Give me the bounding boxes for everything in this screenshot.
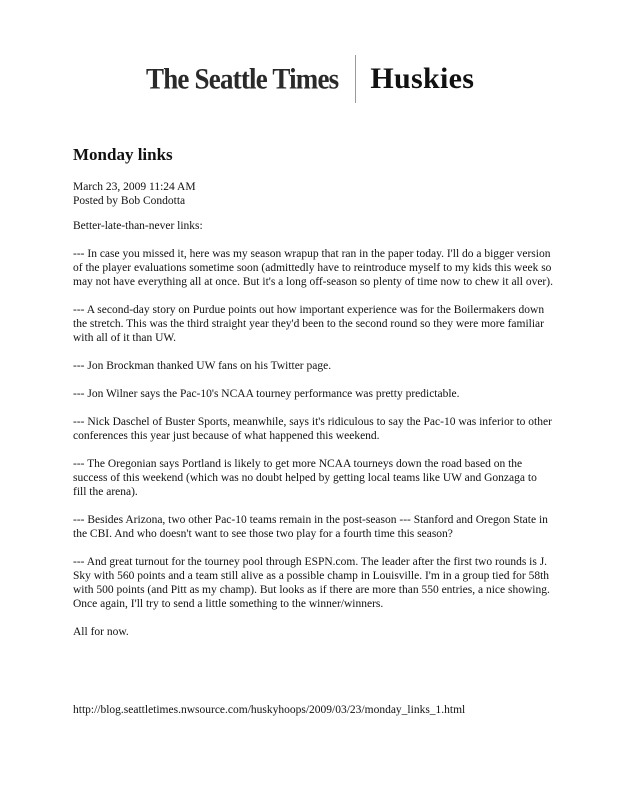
post-closing: All for now.: [73, 626, 129, 638]
post-paragraph: --- The Oregonian says Portland is likely to get more NCAA tourneys down the road based on the success of this weekend (which was no doubt helped by getting local teams like UW and Gonzaga to fill the arena).: [73, 458, 537, 498]
section-name[interactable]: Huskies: [370, 62, 475, 95]
post-intro: Better-late-than-never links:: [73, 220, 203, 232]
post-paragraph: --- In case you missed it, here was my season wrapup that ran in the paper today. I'll do a bigger version of the player evaluations sometime soon (admittedly have to reintroduce myself to my kids this week so may not have everything all at once. But it's a long off-season so plenty of time now to chew it all over).: [73, 248, 553, 288]
masthead: [146, 54, 474, 104]
source-url: http://blog.seattletimes.nwsource.com/huskyhoops/2009/03/23/monday_links_1.html: [73, 704, 466, 716]
post-paragraph: --- A second-day story on Purdue points out how important experience was for the Boilermakers down the stretch. This was the third straight year they'd been to the second round so they were more familiar with all of it than UW.: [73, 304, 545, 344]
post-paragraph: --- Jon Wilner says the Pac-10's NCAA tourney performance was pretty predictable.: [73, 388, 460, 400]
article: [73, 145, 553, 639]
post-paragraph: --- And great turnout for the tourney pool through ESPN.com. The leader after the first two rounds is J. Sky with 560 points and a team still alive as a possible champ in Louisville. I'm in a group tied for 58th with 500 points (and Pitt as my champ). But looks as if there are more than 550 entries, a nice showing. Once again, I'll try to send a little something to the winner/winners.: [73, 556, 550, 610]
post-paragraph: --- Nick Daschel of Buster Sports, meanwhile, says it's ridiculous to say the Pac-10 was inferior to other conferences this year just because of what happened this weekend.: [73, 416, 552, 442]
masthead-divider: [355, 55, 356, 103]
post-meta: [73, 180, 553, 208]
post-date: March 23, 2009 11:24 AM: [73, 181, 196, 193]
post-paragraph: --- Besides Arizona, two other Pac-10 teams remain in the post-season --- Stanford and Oregon State in the CBI. And who doesn't want to see those two play for a fourth time this season?: [73, 514, 548, 540]
post-title: Monday links: [73, 145, 173, 164]
post-paragraph: --- Jon Brockman thanked UW fans on his Twitter page.: [73, 360, 332, 372]
seattle-times-logo[interactable]: The Seattle Times: [146, 62, 339, 95]
post-byline: Posted by Bob Condotta: [73, 195, 186, 207]
